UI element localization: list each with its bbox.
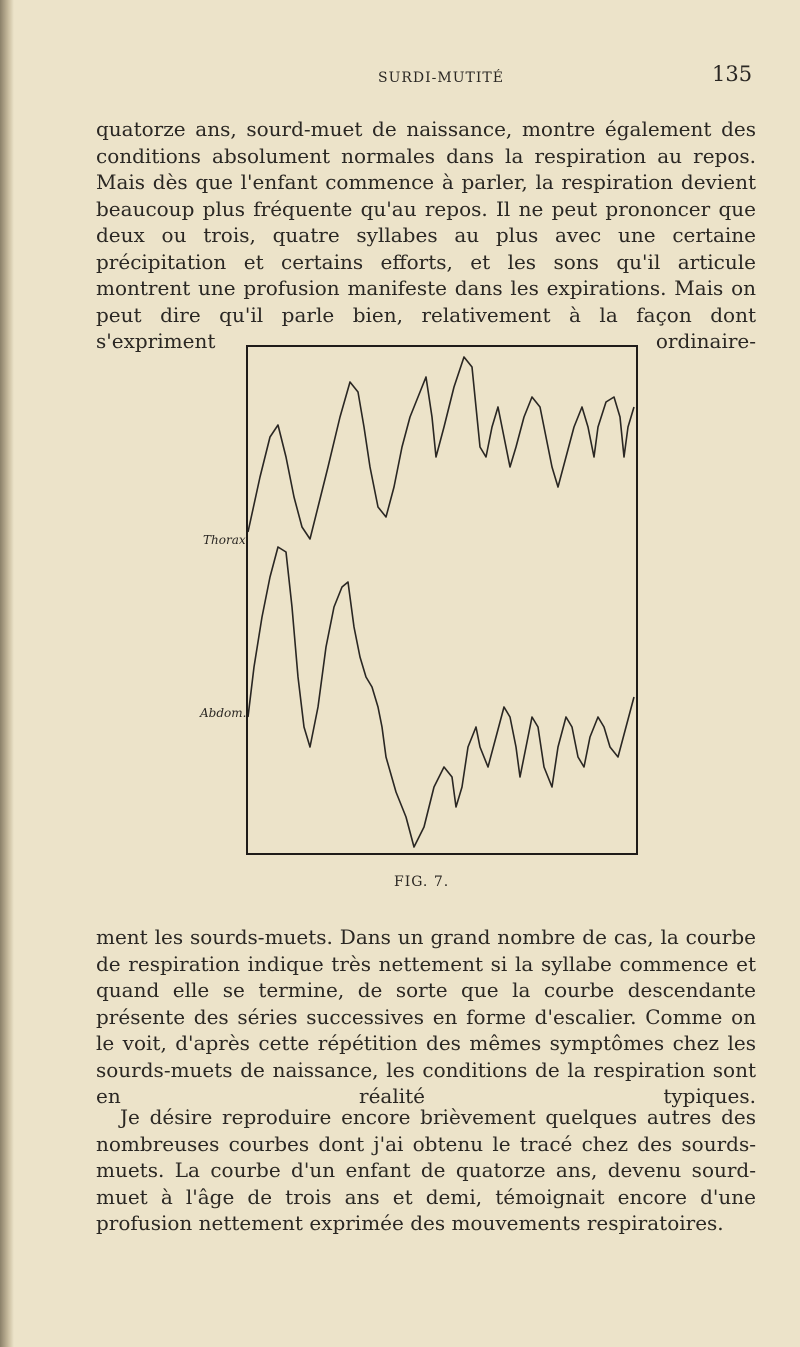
abdomen-curve [248, 547, 634, 847]
paragraph-1: quatorze ans, sourd-muet de naissance, montre également des conditions absolument normales dans la respiration au repos. Mais dès que l'enfant commence à parler, la respiration devient beaucoup plus fréquente qu'au repos. Il ne peut prononcer que deux ou trois, quatre syllabes au plus avec une certaine précipitation et certains efforts, et les sons qu'il articule montrent une profusion manifeste dans les expirations. Mais on peut dire qu'il parle bien, relativement à la façon dont s'expriment ordinaire- [96, 117, 756, 353]
figure-caption: FIG. 7. [394, 874, 450, 890]
page-number: 135 [712, 62, 753, 86]
paragraph-3: Je désire reproduire encore brièvement quelques autres des nombreuses courbes dont j'ai obtenu le tracé chez des sourds-muets. La courbe d'un enfant de quatorze ans, devenu sourd-muet à l'âge de trois ans et demi, témoignait encore d'une profusion nettement exprimée des mouvements respiratoires. [96, 1105, 756, 1235]
respiration-curves-figure [248, 347, 636, 853]
figure-frame [246, 345, 638, 855]
paragraph-2: ment les sourds-muets. Dans un grand nombre de cas, la courbe de respiration indique très nettement si la syllabe commence et quand elle se termine, de sorte que la courbe descendante présente des séries successives en forme d'escalier. Comme on le voit, d'après cette répétition des mêmes symptômes chez les sourds-muets de naissance, les conditions de la respiration sont en réalité typiques. [96, 925, 756, 1108]
thorax-trace-label: Thorax [203, 533, 246, 547]
running-title: SURDI-MUTITÉ [378, 70, 504, 86]
thorax-curve [248, 357, 634, 539]
abdomen-trace-label: Abdom. [200, 706, 247, 720]
page-edge-shadow [0, 0, 14, 1347]
